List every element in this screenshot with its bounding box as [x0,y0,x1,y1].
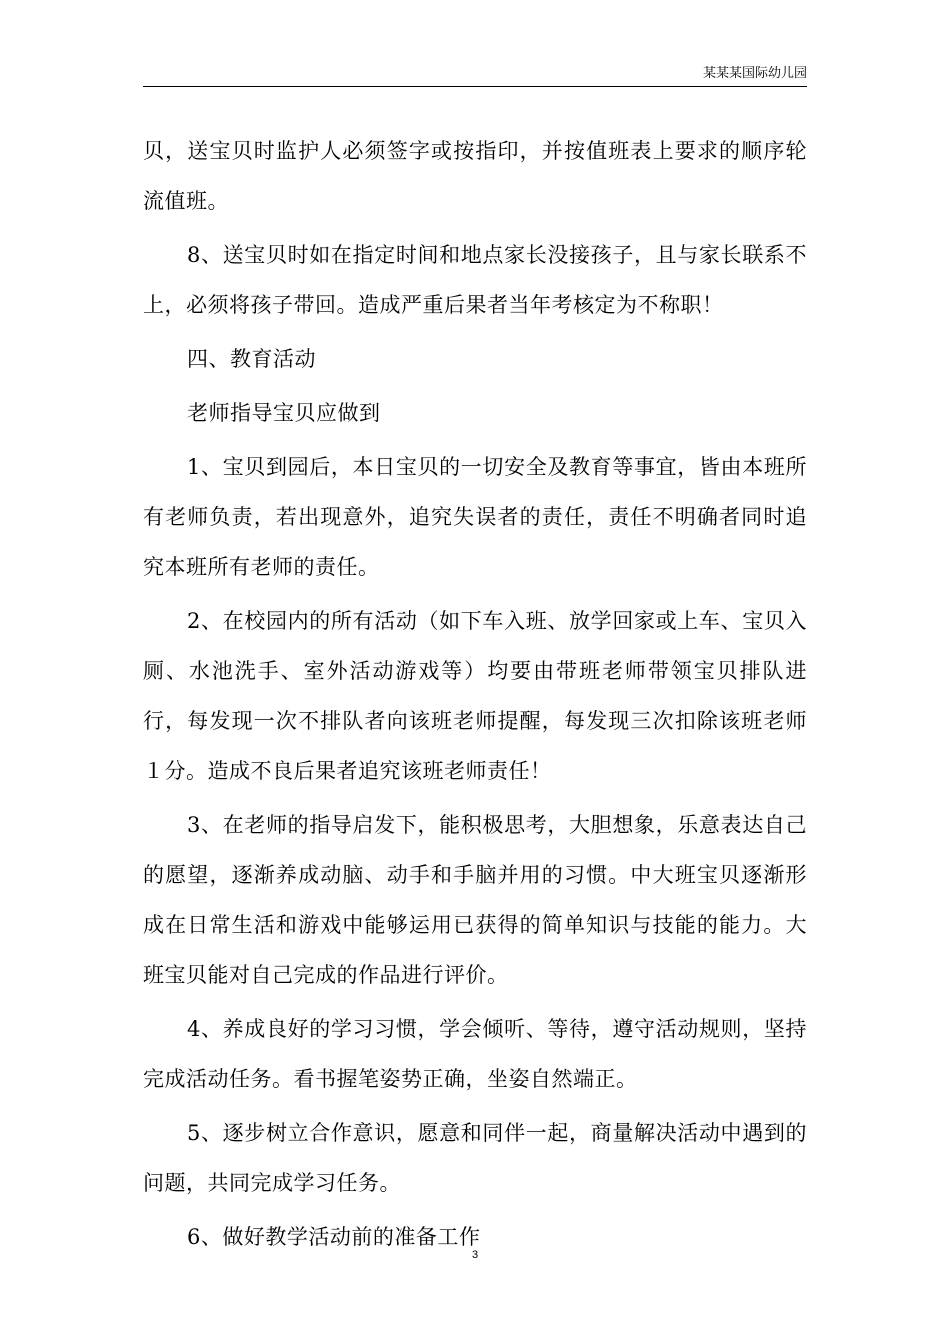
paragraph: 4、养成良好的学习习惯，学会倾听、等待，遵守活动规则，坚持完成活动任务。看书握笔姿势正确，坐姿自然端正。 [143,1017,807,1091]
paragraph: 5、逐步树立合作意识，愿意和同伴一起，商量解决活动中遇到的问题，共同完成学习任务。 [143,1121,807,1195]
page-header [143,64,807,87]
paragraph: 老师指导宝贝应做到 [187,401,381,425]
paragraph: 3、在老师的指导启发下，能积极思考，大胆想象，乐意表达自己的愿望，逐渐养成动脑、动手和手脑并用的习惯。中大班宝贝逐渐形成在日常生活和游戏中能够运用已获得的简单知识与技能的能力。大班宝贝能对自己完成的作品进行评价。 [143,813,807,987]
header-org-name: 某某某国际幼儿园 [702,66,807,81]
paragraph: 6、做好教学活动前的准备工作 [187,1225,481,1249]
document-body [143,126,807,1262]
paragraph: 1、宝贝到园后，本日宝贝的一切安全及教育等事宜，皆由本班所有老师负责，若出现意外，追究失误者的责任，责任不明确者同时追究本班所有老师的责任。 [143,455,807,579]
section-heading: 四、教育活动 [187,347,316,371]
paragraph: 8、送宝贝时如在指定时间和地点家长没接孩子，且与家长联系不上，必须将孩子带回。造成严重后果者当年考核定为不称职！ [143,243,807,317]
paragraph: 2、在校园内的所有活动（如下车入班、放学回家或上车、宝贝入厕、水池洗手、室外活动游戏等）均要由带班老师带领宝贝排队进行，每发现一次不排队者向该班老师提醒，每发现三次扣除该班老师１分。造成不良后果者追究该班老师责任！ [143,609,807,783]
page-number: 3 [471,1249,479,1261]
paragraph: 贝，送宝贝时监护人必须签字或按指印，并按值班表上要求的顺序轮流值班。 [143,139,807,213]
